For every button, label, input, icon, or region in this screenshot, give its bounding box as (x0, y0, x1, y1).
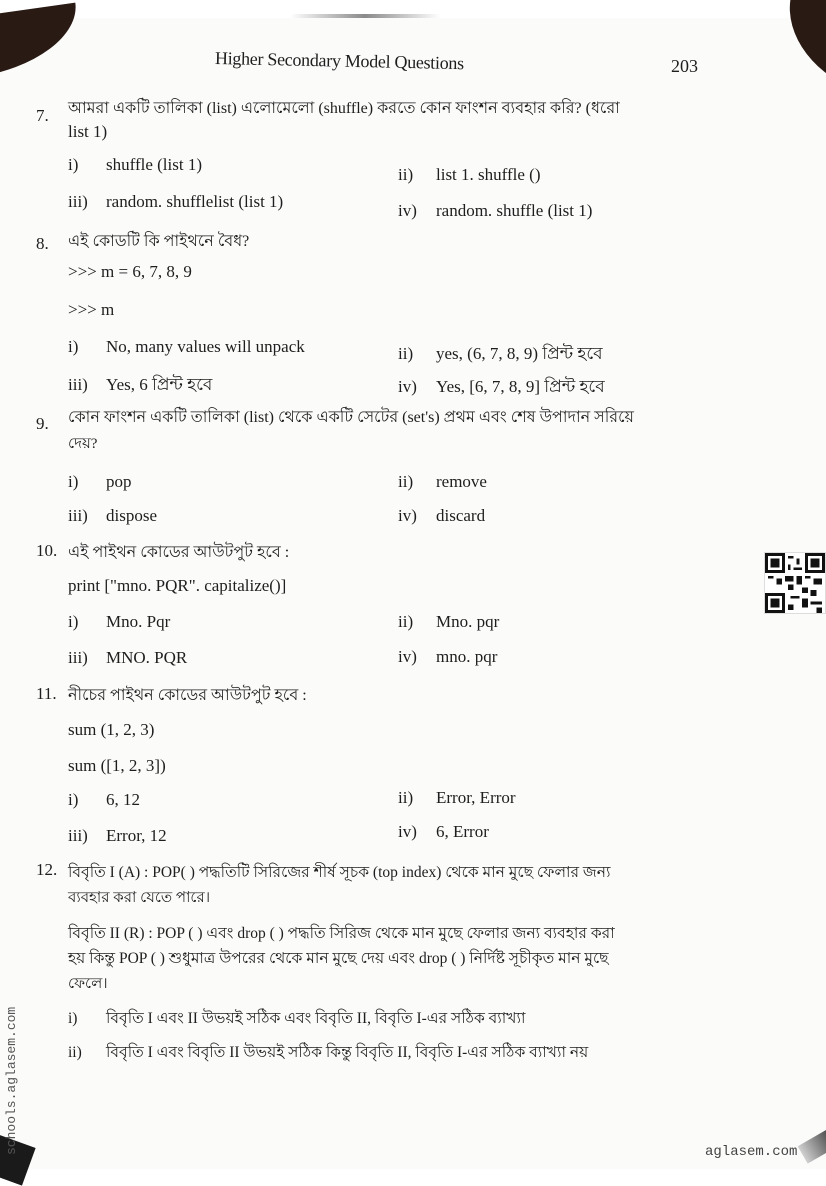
option (398, 822, 489, 842)
option-label: i) (68, 612, 79, 631)
statement-text: ফেলে। (68, 976, 108, 992)
option (68, 155, 202, 175)
question-text: আমরা একটি তালিকা (list) এলোমেলো (shuffle) করতে কোন ফাংশন ব্যবহার করি? (ধরো (68, 100, 620, 117)
option (398, 788, 516, 808)
page-number: 203 (671, 56, 698, 76)
code-line: >>> m = 6, 7, 8, 9 (68, 262, 192, 281)
question-text: দেয়? (68, 436, 98, 452)
code-line: print ["mno. PQR". capitalize()] (68, 576, 287, 595)
statement-text: হয় কিন্তু POP ( ) শুধুমাত্র উপরের থেকে মান মুছে দেয় এবং drop ( ) নির্দিষ্ট সূচীকৃত মান মুছে (68, 950, 609, 967)
statement-text: বিবৃতি II (R) : POP ( ) এবং drop ( ) পদ্ধতি সিরিজ থেকে মান মুছে ফেলার জন্য ব্যবহার করা (68, 925, 615, 942)
question-text: নীচের পাইথন কোডের আউটপুট হবে : (68, 687, 307, 704)
code-line: sum ([1, 2, 3]) (68, 756, 166, 775)
option-label: iv) (398, 822, 417, 841)
option (68, 790, 140, 810)
option (398, 165, 541, 185)
question-text: কোন ফাংশন একটি তালিকা (list) থেকে একটি সেটের (set's) প্রথম এবং শেষ উপাদান সরিয়ে (68, 409, 634, 426)
option-text: random. shuffle (list 1) (436, 201, 593, 220)
option-text: Mno. Pqr (106, 612, 171, 631)
option-label: iv) (398, 377, 417, 396)
option (398, 472, 487, 492)
watermark-bottom: aglasem.com (705, 1144, 798, 1160)
option-text: yes, (6, 7, 8, 9) প্রিন্ট হবে (436, 344, 603, 363)
statement-text: বিবৃতি I (A) : POP( ) পদ্ধতিটি সিরিজের শীর্ষ সূচক (top index) থেকে মান মুছে ফেলার জন্য (68, 864, 611, 881)
code-line: >>> m (68, 300, 115, 319)
scan-corner-shadow (0, 3, 84, 78)
option-text: MNO. PQR (106, 648, 188, 667)
running-header: Higher Secondary Model Questions (214, 48, 465, 74)
option-text: বিবৃতি I এবং বিবৃতি II উভয়ই সঠিক কিন্তু বিবৃতি II, বিবৃতি I-এর সঠিক ব্যাখ্যা নয় (106, 1044, 589, 1061)
option-label: iv) (398, 201, 417, 220)
option-label: ii) (398, 344, 414, 363)
option-text: No, many values will unpack (106, 337, 305, 356)
option-label: i) (68, 1010, 78, 1027)
option-text: list 1. shuffle () (436, 165, 541, 184)
option (68, 372, 212, 400)
option (68, 506, 157, 526)
option-label: i) (68, 472, 79, 491)
question-number: 10. (36, 541, 58, 560)
option-text: 6, 12 (106, 790, 140, 809)
question-text: এই পাইথন কোডের আউটপুট হবে : (68, 544, 290, 561)
option (68, 192, 283, 212)
question-text: list 1) (68, 122, 108, 141)
code-line: sum (1, 2, 3) (68, 720, 155, 739)
option (398, 612, 499, 632)
statement-text: ব্যবহার করা যেতে পারে। (68, 890, 211, 906)
option-text: dispose (106, 506, 157, 525)
option (398, 647, 497, 667)
option (68, 337, 305, 357)
option-text: mno. pqr (436, 647, 498, 666)
option (68, 1006, 525, 1032)
option-label: i) (68, 790, 79, 809)
option-text: random. shufflelist (list 1) (106, 192, 284, 211)
option-text: 6, Error (436, 822, 489, 841)
question-number: 8. (36, 234, 49, 253)
option-text: shuffle (list 1) (106, 155, 203, 174)
option-label: iii) (68, 192, 88, 211)
option (68, 612, 170, 632)
option-label: ii) (398, 472, 414, 491)
option (398, 506, 485, 526)
option-label: ii) (398, 612, 414, 631)
option (398, 374, 605, 402)
qr-code-icon (764, 552, 826, 614)
option-label: iv) (398, 647, 417, 666)
option-label: iii) (68, 506, 88, 525)
option-text: Error, 12 (106, 826, 167, 845)
scan-corner-shadow (798, 1126, 826, 1163)
option-label: iv) (398, 506, 417, 525)
binding-shadow (290, 14, 440, 18)
option-label: ii) (398, 788, 414, 807)
option-text: pop (106, 472, 132, 491)
watermark-side: schools.aglasem.com (4, 1006, 19, 1155)
question-number: 11. (36, 684, 57, 703)
question-number: 9. (36, 414, 49, 433)
option-text: discard (436, 506, 486, 525)
option-label: ii) (398, 165, 414, 184)
question-text: এই কোডটি কি পাইথনে বৈধ? (68, 233, 250, 250)
option (68, 472, 132, 492)
option (398, 341, 603, 369)
option-label: i) (68, 155, 79, 174)
option (68, 648, 187, 668)
option-label: ii) (68, 1044, 82, 1061)
option-label: iii) (68, 375, 88, 394)
question-number: 12. (36, 860, 58, 879)
option-text: Yes, 6 প্রিন্ট হবে (106, 375, 213, 394)
option (68, 826, 167, 846)
option (68, 1040, 588, 1066)
option-text: remove (436, 472, 487, 491)
option-text: Error, Error (436, 788, 516, 807)
option-text: বিবৃতি I এবং II উভয়ই সঠিক এবং বিবৃতি II, বিবৃতি I-এর সঠিক ব্যাখ্যা (106, 1010, 526, 1027)
option (398, 201, 592, 221)
option-text: Yes, [6, 7, 8, 9] প্রিন্ট হবে (436, 377, 605, 396)
option-label: i) (68, 337, 79, 356)
option-label: iii) (68, 648, 88, 667)
option-text: Mno. pqr (436, 612, 500, 631)
question-number: 7. (36, 106, 49, 125)
option-label: iii) (68, 826, 88, 845)
